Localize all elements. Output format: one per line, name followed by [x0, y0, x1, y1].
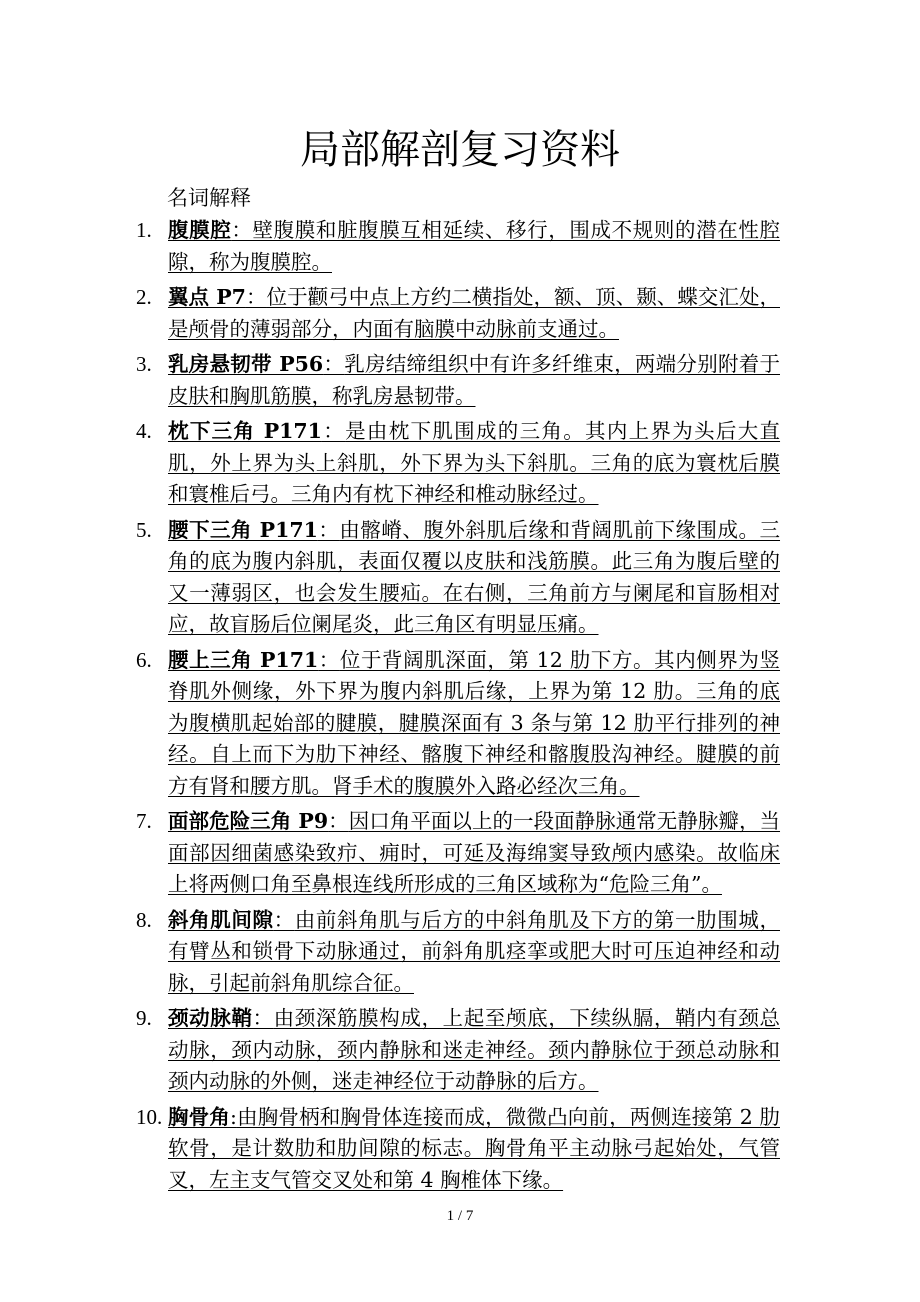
list-item — [0, 1102, 780, 1197]
item-text: 由前斜角肌与后方的中斜角肌及下方的第一肋围城，有臂丛和锁骨下动脉通过，前斜角肌痉挛或肥大时可压迫神经和动脉，引起前斜角肌综合征。 — [168, 907, 780, 995]
item-number: 3. — [136, 352, 152, 376]
list-item — [0, 905, 780, 1000]
item-number: 10. — [136, 1104, 163, 1129]
item-term: 乳房悬韧带 P56 — [168, 352, 324, 376]
item-body — [168, 645, 780, 803]
item-term: 腰上三角 P171 — [168, 647, 319, 672]
item-body — [168, 806, 780, 901]
item-separator: ： — [245, 285, 267, 309]
item-number: 4. — [136, 419, 152, 443]
item-separator: ： — [252, 1006, 274, 1030]
list-item — [0, 1003, 780, 1098]
item-text: 由胸骨柄和胸骨体连接而成，微微凸向前，两侧连接第 2 肋软骨，是计数肋和肋间隙的标志。胸骨角平主动脉弓起始处，气管叉，左主支气管交叉处和第 4 胸椎体下缘。 — [168, 1104, 780, 1192]
item-number: 6. — [136, 647, 152, 672]
list-item — [0, 806, 780, 901]
item-term: 腰下三角 P171 — [168, 517, 318, 542]
item-body — [168, 1102, 780, 1197]
item-number: 8. — [136, 907, 152, 932]
item-text: 乳房结缔组织中有许多纤维束，两端分别附着于皮肤和胸肌筋膜，称乳房悬韧带。 — [168, 352, 780, 408]
item-number: 2. — [136, 285, 152, 309]
list-item — [0, 645, 780, 803]
item-body — [168, 905, 780, 1000]
item-term: 胸骨角 — [168, 1104, 230, 1129]
item-separator: ： — [321, 419, 346, 443]
item-separator: ： — [318, 647, 340, 672]
list-item — [0, 282, 780, 345]
list-item — [0, 349, 780, 412]
item-number: 9. — [136, 1006, 152, 1030]
section-heading: 名词解释 — [167, 186, 251, 210]
item-separator: ： — [273, 907, 295, 932]
item-separator: ： — [328, 809, 349, 833]
item-body — [168, 282, 780, 345]
item-separator: ： — [323, 352, 345, 376]
item-number: 1. — [136, 218, 152, 242]
item-term: 翼点 P7 — [168, 285, 246, 309]
item-separator: : — [230, 1104, 237, 1129]
item-number: 7. — [136, 809, 152, 833]
item-term: 面部危险三角 P9 — [168, 809, 329, 833]
document-title: 局部解剖复习资料 — [300, 127, 620, 173]
list-item — [0, 215, 780, 278]
item-separator: ： — [231, 218, 253, 242]
item-body — [168, 1003, 780, 1098]
item-text: 位于背阔肌深面，第 12 肋下方。其内侧界为竖脊肌外侧缘，外下界为腹内斜肌后缘，上界为第 12 肋。三角的底为腹横肌起始部的腱膜，腱膜深面有 3 条与第 12 肋平行排列的神经。自上而下为肋下神经、髂腹下神经和髂腹股沟神经。腱膜的前方有肾和腰方肌。肾手术的腹膜外入路必经次三角。 — [168, 647, 781, 798]
item-body — [168, 416, 780, 511]
item-body — [168, 349, 780, 412]
item-term: 颈动脉鞘 — [168, 1006, 253, 1030]
list-item — [0, 515, 780, 641]
item-term: 斜角肌间隙 — [168, 907, 274, 932]
item-number: 5. — [136, 517, 152, 542]
item-text: 位于颧弓中点上方约二横指处，额、顶、颞、蝶交汇处，是颅骨的薄弱部分，内面有脑膜中动脉前支通过。 — [168, 285, 780, 341]
item-body — [168, 215, 780, 278]
item-term: 枕下三角 P171 — [168, 419, 322, 443]
page-number: 1 / 7 — [446, 1208, 474, 1224]
item-text: 因口角平面以上的一段面静脉通常无静脉瓣，当面部因细菌感染致疖、痈时，可延及海绵窦导致颅内感染。故临床上将两侧口角至鼻根连线所形成的三角区域称为“危险三角”。 — [168, 809, 781, 896]
item-text: 壁腹膜和脏腹膜互相延续、移行，围成不规则的潜在性腔隙，称为腹膜腔。 — [168, 218, 780, 274]
list-item — [0, 416, 780, 511]
item-separator: ： — [317, 517, 340, 542]
item-text: 由髂嵴、腹外斜肌后缘和背阔肌前下缘围成。三角的底为腹内斜肌，表面仅覆以皮肤和浅筋膜。此三角为腹后壁的又一薄弱区，也会发生腰疝。在右侧，三角前方与阑尾和盲肠相对应，故盲肠后位阑尾炎，此三角区有明显压痛。 — [168, 517, 781, 636]
item-text: 由颈深筋膜构成，上起至颅底，下续纵膈，鞘内有颈总动脉，颈内动脉，颈内静脉和迷走神经。颈内静脉位于颈总动脉和颈内动脉的外侧，迷走神经位于动静脉的后方。 — [168, 1006, 780, 1093]
item-text: 是由枕下肌围成的三角。其内上界为头后大直肌，外上界为头上斜肌，外下界为头下斜肌。三角的底为寰枕后膜和寰椎后弓。三角内有枕下神经和椎动脉经过。 — [168, 419, 781, 506]
definition-list — [0, 215, 920, 1200]
item-body — [168, 515, 780, 641]
item-term: 腹膜腔 — [168, 218, 232, 242]
